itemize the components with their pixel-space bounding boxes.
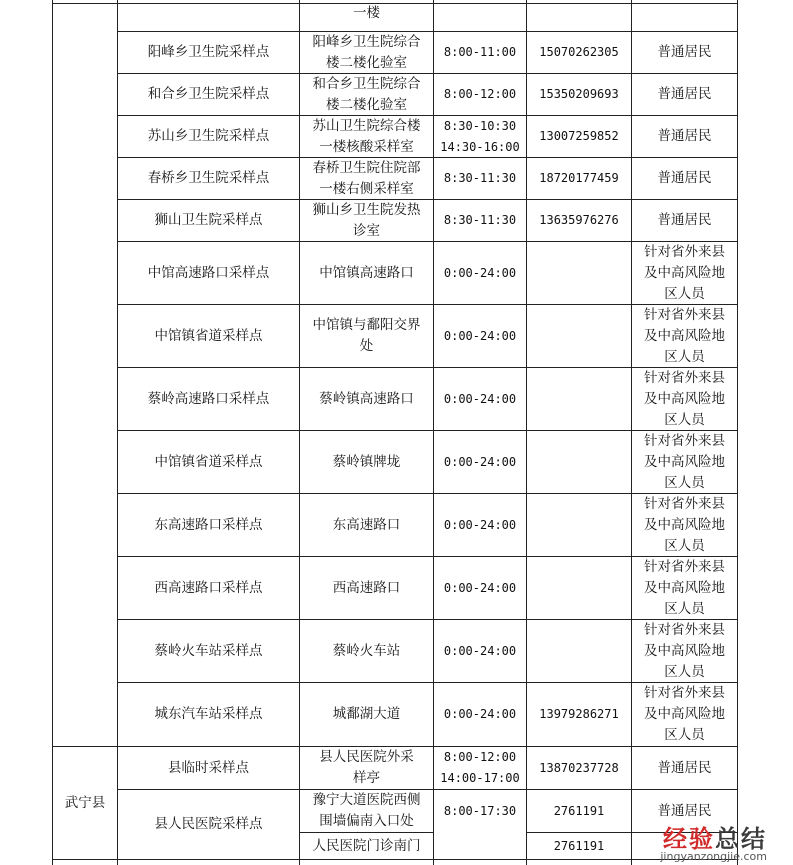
hours-cell <box>434 557 526 619</box>
site-text: 苏山乡卫生院采样点 <box>147 128 270 144</box>
hours-text: 0:00-24:00 <box>443 643 517 658</box>
site-cell <box>118 368 299 430</box>
address-cell <box>300 368 433 430</box>
target-text: 针对省外来县 及中高风险地 区人员 <box>644 621 725 680</box>
site-text: 中馆镇省道采样点 <box>154 327 263 344</box>
address-cell <box>300 833 433 859</box>
hours-text: 0:00-24:00 <box>443 706 517 721</box>
phone-cell <box>527 790 631 832</box>
address-cell <box>300 494 433 556</box>
site-name: 县临时采样点 <box>168 759 249 776</box>
watermark-text-red: 经验 <box>663 825 715 853</box>
phone-cell <box>527 683 631 745</box>
phone-cell <box>527 74 631 115</box>
hours-text: 0:00-24:00 <box>443 454 517 469</box>
row-border <box>117 199 738 200</box>
address-text: 蔡岭火车站 <box>332 642 401 659</box>
hours-cell <box>434 747 526 789</box>
phone-cell <box>527 620 631 682</box>
hours-cell <box>434 200 526 241</box>
phone-text: 13870237728 <box>539 760 619 775</box>
address-cell <box>300 790 433 832</box>
phone-cell <box>527 200 631 241</box>
site-name: 县人民医院采样点 <box>154 816 263 832</box>
address-cell <box>300 305 433 367</box>
col-border-left <box>52 0 53 865</box>
target-cell <box>632 200 737 241</box>
phone-cell <box>527 747 631 789</box>
hours-cell <box>434 494 526 556</box>
row-border <box>117 73 738 74</box>
target-text: 普通居民 <box>657 44 712 60</box>
phone-cell <box>527 431 631 493</box>
site-cell <box>118 200 299 241</box>
address-text: 春桥卫生院住院部 一楼右侧采样室 <box>312 159 421 197</box>
site-text: 春桥乡卫生院采样点 <box>147 170 270 186</box>
hours-text: 0:00-24:00 <box>443 391 517 406</box>
target-text: 针对省外来县 及中高风险地 区人员 <box>644 684 725 743</box>
county-name: 武宁县 <box>64 794 106 811</box>
address-cell <box>300 32 433 73</box>
hours-text: 0:00-24:00 <box>443 328 517 343</box>
hours-text: 0:00-24:00 <box>443 580 517 595</box>
address-text: 蔡岭镇高速路口 <box>319 390 414 407</box>
target-text: 普通居民 <box>657 759 712 776</box>
target-cell <box>632 305 737 367</box>
hours-text: 8:30-10:30 14:30-16:00 <box>440 118 520 154</box>
site-text: 东高速路口采样点 <box>154 516 263 533</box>
hours-cell <box>434 790 526 832</box>
watermark-text-dark: 总结 <box>715 825 767 853</box>
site-text: 中馆高速路口采样点 <box>147 264 270 281</box>
address-cell <box>300 683 433 745</box>
watermark-url: jingyanzongjie.com <box>660 850 767 863</box>
hours-cell <box>434 32 526 73</box>
row-border <box>117 619 738 620</box>
site-cell <box>118 74 299 115</box>
phone-text: 15350209693 <box>539 87 619 101</box>
site-text: 狮山卫生院采样点 <box>154 212 263 228</box>
target-cell <box>632 368 737 430</box>
hours-text: 8:30-11:30 <box>443 171 517 185</box>
county-cell-wuning <box>53 747 117 859</box>
hours-text: 0:00-24:00 <box>443 517 517 532</box>
row-border <box>117 682 738 683</box>
address-cell <box>300 3 433 31</box>
phone-text: 15070262305 <box>539 45 619 59</box>
site-cell <box>118 683 299 745</box>
address-cell <box>300 620 433 682</box>
target-cell <box>632 683 737 745</box>
address-text: 和合乡卫生院综合 楼二楼化验室 <box>312 75 421 113</box>
target-text: 针对省外来县 及中高风险地 区人员 <box>644 306 725 365</box>
address-cell <box>300 74 433 115</box>
row-border <box>117 304 738 305</box>
address-text: 县人民医院外采 样亭 <box>319 749 414 786</box>
hours-cell <box>434 683 526 745</box>
row-border-bottom <box>52 859 738 860</box>
target-cell <box>632 747 737 789</box>
hours-cell <box>434 242 526 304</box>
hours-cell <box>434 116 526 157</box>
site-text: 蔡岭火车站采样点 <box>154 642 263 659</box>
target-text: 普通居民 <box>657 212 712 228</box>
phone-cell <box>527 494 631 556</box>
phone-text: 2761191 <box>553 803 605 818</box>
row-border <box>117 241 738 242</box>
target-text: 普通居民 <box>657 802 712 819</box>
target-text: 针对省外来县 及中高风险地 区人员 <box>644 432 725 491</box>
site-text: 蔡岭高速路口采样点 <box>147 390 270 407</box>
phone-text: 2761191 <box>553 838 605 853</box>
site-cell <box>118 32 299 73</box>
target-cell <box>632 790 737 832</box>
site-cell <box>118 494 299 556</box>
address-text: 西高速路口 <box>332 579 401 596</box>
target-cell <box>632 620 737 682</box>
address-text: 蔡岭镇牌垅 <box>332 453 401 470</box>
address-cell <box>300 200 433 241</box>
target-text: 针对省外来县 及中高风险地 区人员 <box>644 243 725 302</box>
address-text: 中馆镇高速路口 <box>319 264 414 281</box>
row-border <box>117 115 738 116</box>
phone-text: 18720177459 <box>539 171 619 185</box>
target-cell <box>632 116 737 157</box>
address-cell <box>300 158 433 199</box>
phone-cell <box>527 305 631 367</box>
hours-text: 8:00-11:00 <box>443 45 517 59</box>
phone-cell <box>527 833 631 859</box>
target-text: 普通居民 <box>657 128 712 144</box>
phone-cell <box>527 557 631 619</box>
hours-text: 8:00-12:00 14:00-17:00 <box>440 750 520 785</box>
target-cell <box>632 158 737 199</box>
site-cell <box>118 620 299 682</box>
address-cell <box>300 116 433 157</box>
target-text: 针对省外来县 及中高风险地 区人员 <box>644 558 725 617</box>
hours-cell <box>434 158 526 199</box>
target-cell <box>632 557 737 619</box>
row-border <box>117 430 738 431</box>
hours-cell <box>434 74 526 115</box>
target-cell <box>632 32 737 73</box>
site-text: 城东汽车站采样点 <box>154 705 263 722</box>
hours-cell <box>434 368 526 430</box>
row-border <box>117 31 738 32</box>
phone-text: 13979286271 <box>539 706 619 721</box>
hours-cell <box>434 431 526 493</box>
target-text: 普通居民 <box>657 170 712 186</box>
phone-cell <box>527 368 631 430</box>
site-cell <box>118 116 299 157</box>
hours-text: 0:00-24:00 <box>443 265 517 280</box>
col-border-right <box>737 0 738 865</box>
site-cell <box>118 305 299 367</box>
address-cell <box>300 431 433 493</box>
hours-text: 8:00-12:00 <box>443 87 517 101</box>
phone-cell <box>527 242 631 304</box>
row-border <box>117 367 738 368</box>
address-cell <box>300 747 433 789</box>
row-border <box>117 556 738 557</box>
site-cell <box>118 158 299 199</box>
address-text: 中馆镇与鄱阳交界 处 <box>312 317 421 354</box>
target-cell <box>632 74 737 115</box>
address-cell <box>300 557 433 619</box>
target-cell <box>632 242 737 304</box>
address-cell <box>300 242 433 304</box>
address-text: 城鄱湖大道 <box>332 705 401 722</box>
site-text: 西高速路口采样点 <box>154 579 263 596</box>
target-text: 针对省外来县 及中高风险地 区人员 <box>644 369 725 428</box>
phone-text: 13007259852 <box>539 129 619 143</box>
site-text: 和合乡卫生院采样点 <box>147 86 270 102</box>
phone-text: 13635976276 <box>539 213 619 227</box>
address-text: 一楼 <box>353 5 380 21</box>
site-cell <box>118 747 299 789</box>
site-cell <box>118 242 299 304</box>
site-text: 中馆镇省道采样点 <box>154 453 263 470</box>
hours-text: 8:00-17:30 <box>443 803 517 818</box>
target-cell <box>632 494 737 556</box>
address-text: 人民医院门诊南门 <box>312 837 421 854</box>
row-border <box>117 157 738 158</box>
phone-cell <box>527 116 631 157</box>
site-cell <box>118 431 299 493</box>
address-text: 豫宁大道医院西侧 围墙偏南入口处 <box>312 792 421 829</box>
site-text: 阳峰乡卫生院采样点 <box>147 44 270 60</box>
site-cell <box>118 790 299 859</box>
target-text: 针对省外来县 及中高风险地 区人员 <box>644 495 725 554</box>
phone-cell <box>527 32 631 73</box>
site-cell <box>118 557 299 619</box>
address-text: 苏山卫生院综合楼 一楼核酸采样室 <box>312 117 421 155</box>
row-border <box>117 493 738 494</box>
target-cell <box>632 431 737 493</box>
hours-text: 8:30-11:30 <box>443 213 517 227</box>
address-text: 狮山乡卫生院发热 诊室 <box>312 201 421 239</box>
hours-cell <box>434 620 526 682</box>
address-text: 阳峰乡卫生院综合 楼二楼化验室 <box>312 33 421 71</box>
address-text: 东高速路口 <box>332 516 401 533</box>
hours-cell <box>434 305 526 367</box>
phone-cell <box>527 158 631 199</box>
target-text: 普通居民 <box>657 86 712 102</box>
